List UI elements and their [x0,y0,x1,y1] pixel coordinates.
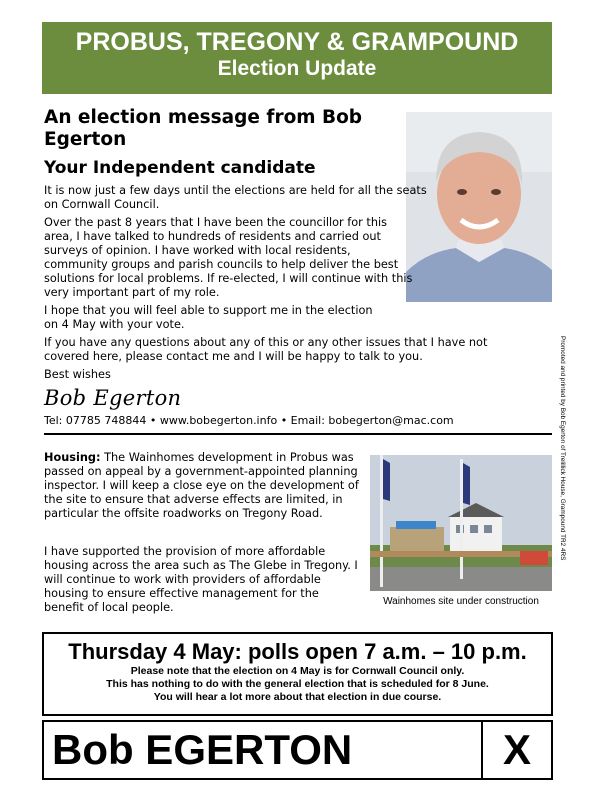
contact-details: Tel: 07785 748844 • www.bobegerton.info • Email: bobegerton@mac.com [44,414,454,427]
ballot-box [42,720,553,780]
ballot-mark: X [481,722,551,778]
paragraph-support: I hope that you will feel able to support me in the election on 4 May with your vote. [44,304,373,331]
polls-note-1: Please note that the election on 4 May is for Cornwall Council only. [130,665,465,677]
banner-subtitle: Election Update [217,57,377,80]
divider [44,433,552,435]
paragraph-intro: It is now just a few days until the elections are held for all the seats on Cornwall Council. [44,184,427,211]
site-photo [370,455,552,591]
subheadline: Your Independent candidate [44,158,316,178]
headline: An election message from Bob Egerton [44,107,363,150]
polls-box [42,632,553,716]
photo-caption: Wainhomes site under construction [383,596,539,607]
imprint-note: Promoted and printed by Bob Egerton of Trelillick House, Grampound TR2 4RS [559,336,566,561]
housing-label: Housing: [44,451,101,464]
polls-headline: Thursday 4 May: polls open 7 a.m. – 10 p.m. [68,639,527,664]
paragraph-sign-off: Best wishes [44,368,111,381]
paragraph-record: Over the past 8 years that I have been the councillor for this area, I have talked to hundreds of residents and carried out surveys of opinion. I have worked with local residents, community groups and parish councils to help deliver the best solutions for local problems. If re-elected, I will continue with this very important part of my role. [44,216,413,299]
paragraph-contact-invite: If you have any questions about any of this or any other issues that I have not covered here, please contact me and I will be happy to talk to you. [44,336,488,363]
polls-note-2: This has nothing to do with the general election that is scheduled for 8 June. [106,678,489,690]
ballot-candidate-name: Bob EGERTON [52,726,353,773]
housing-paragraph-affordable: I have supported the provision of more affordable housing across the area such as The Glebe in Tregony. I will continue to work with providers of affordable housing to ensure effective management for the benefit of local people. [44,545,358,614]
housing-paragraph [44,451,360,521]
banner-title: PROBUS, TREGONY & GRAMPOUND [75,28,519,56]
header-banner [42,22,552,94]
construction-site-image [370,455,552,591]
housing-text: The Wainhomes development in Probus was passed on appeal by a government-appointed planning inspector. I will keep a close eye on the development of the site to ensure that adverse effects are limited, in particular the offsite roadworks on Tregony Road. [44,451,359,520]
signature: Bob Egerton [44,386,182,410]
polls-note-3: You will hear a lot more about that election in due course. [153,691,442,703]
